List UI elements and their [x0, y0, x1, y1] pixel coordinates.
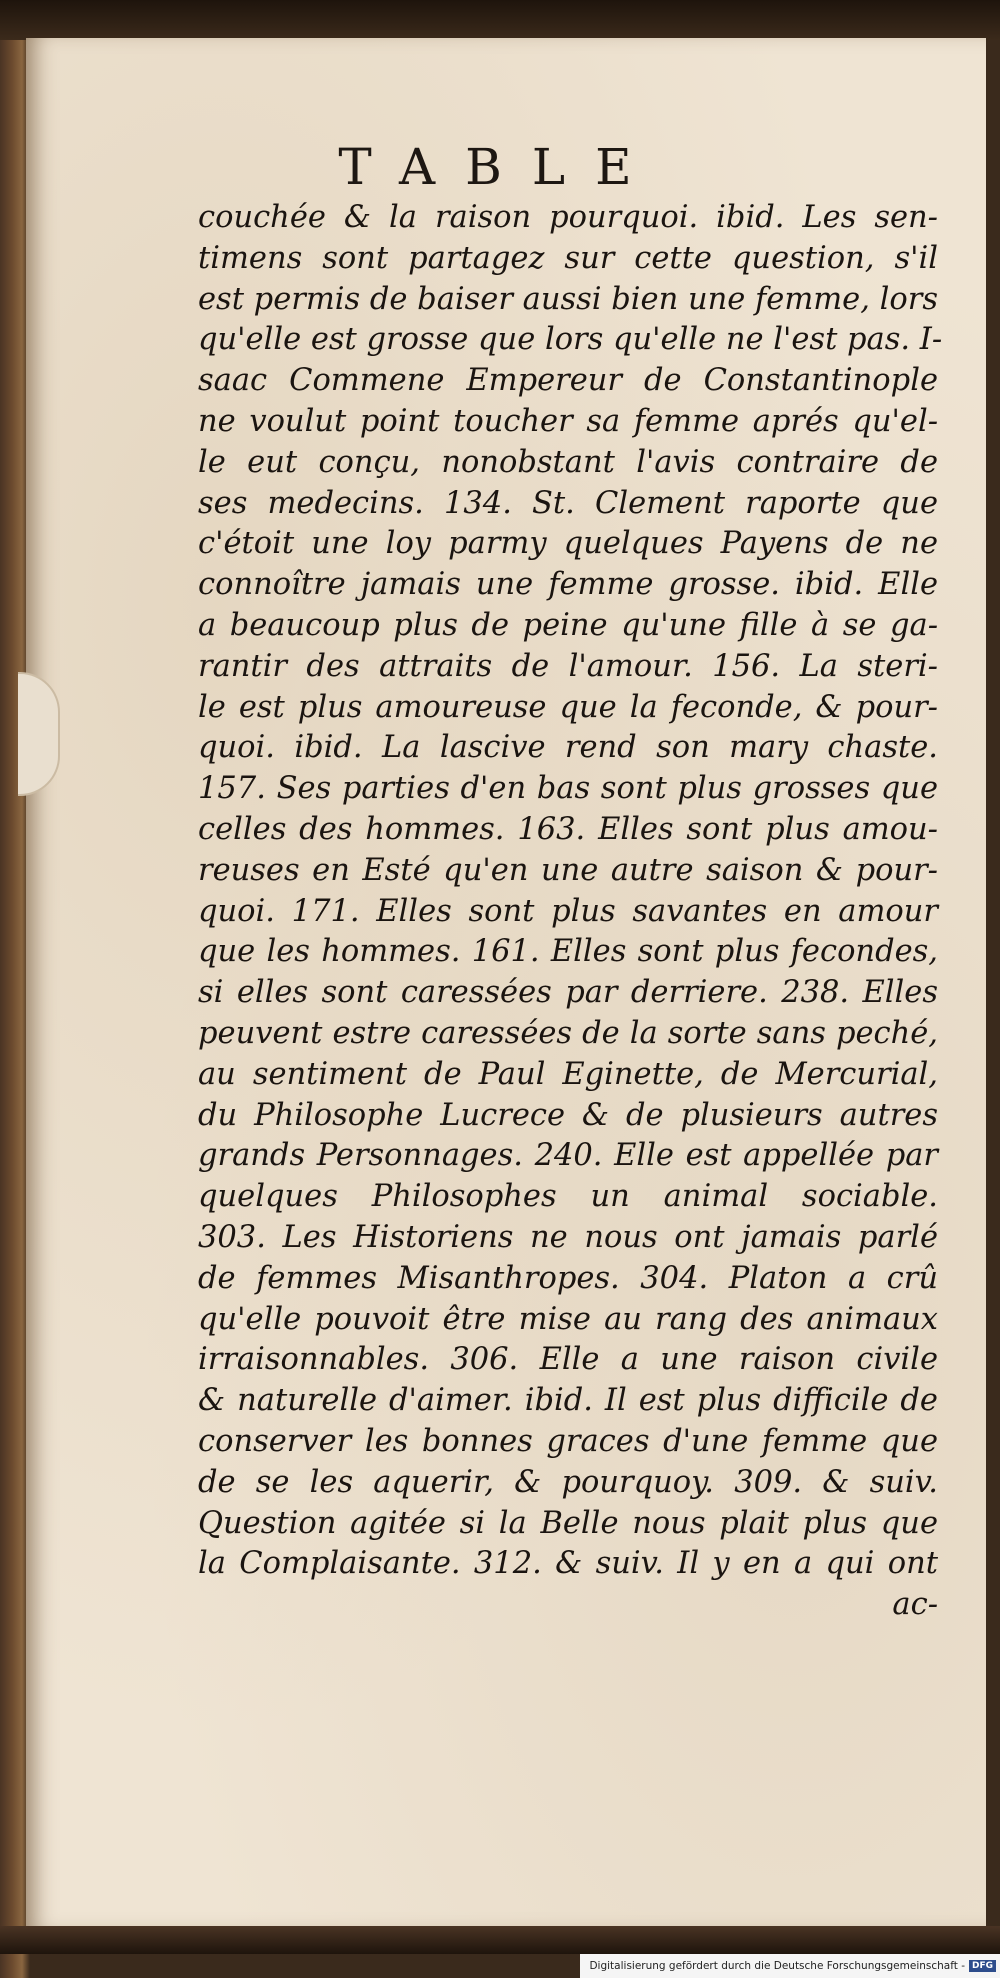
text-line: du Philosophe Lucrece & de plusieurs autres — [198, 1097, 938, 1133]
text-line: & naturelle d'aimer. ibid. Il est plus difficile de — [198, 1383, 938, 1419]
text-line: qu'elle pouvoit être mise au rang des animaux — [198, 1301, 938, 1337]
page-header: TABLE — [338, 138, 662, 196]
text-line: quelques Philosophes un animal sociable. — [198, 1179, 938, 1215]
text-line: la Complaisante. 312. & suiv. Il y en a qui ont — [198, 1546, 938, 1582]
text-line: ne voulut point toucher sa femme aprés qu'el- — [198, 403, 938, 439]
text-line: qu'elle est grosse que lors qu'elle ne l'est pas. I- — [198, 322, 943, 358]
text-line: saac Commene Empereur de Constantinople — [198, 363, 938, 399]
text-line: connoître jamais une femme grosse. ibid. Elle — [198, 567, 938, 603]
catchword: ac- — [892, 1587, 938, 1623]
text-line: irraisonnables. 306. Elle a une raison civile — [198, 1342, 938, 1378]
text-line: celles des hommes. 163. Elles sont plus amou- — [198, 811, 938, 847]
text-line: rantir des attraits de l'amour. 156. La steri- — [198, 648, 938, 684]
text-line: conserver les bonnes graces d'une femme que — [198, 1423, 938, 1459]
text-line: couchée & la raison pourquoi. ibid. Les sen- — [198, 200, 938, 235]
text-line: reuses en Esté qu'en une autre saison & pour- — [198, 852, 938, 888]
text-line: peuvent estre caressées de la sorte sans peché, — [198, 1015, 938, 1051]
text-line: timens sont partagez sur cette question, s'il — [198, 240, 938, 276]
text-line: quoi. ibid. La lascive rend son mary chaste. — [198, 730, 938, 766]
footer-credit: Digitalisierung gefördert durch die Deutsche Forschungsgemeinschaft - — [589, 1960, 965, 1972]
text-line: que les hommes. 161. Elles sont plus fecondes, — [198, 934, 938, 970]
text-line: le est plus amoureuse que la feconde, & pour- — [198, 689, 938, 725]
text-line: quoi. 171. Elles sont plus savantes en amour — [198, 893, 938, 929]
text-line: 303. Les Historiens ne nous ont jamais parlé — [198, 1219, 938, 1255]
text-line: est permis de baiser aussi bien une femme, lors — [198, 281, 938, 317]
text-line: si elles sont caressées par derriere. 238. Elles — [198, 975, 938, 1011]
text-line: de se les aquerir, & pourquoy. 309. & suiv. — [198, 1464, 938, 1500]
text-line: 157. Ses parties d'en bas sont plus grosses que — [198, 771, 938, 807]
book-bottom-edge — [0, 1926, 1000, 1954]
text-line: au sentiment de Paul Eginette, de Mercurial, — [198, 1056, 938, 1092]
book-top-edge — [0, 0, 1000, 40]
digitization-footer — [580, 1954, 1000, 1978]
text-line: a beaucoup plus de peine qu'une fille à se ga- — [198, 607, 938, 643]
dfg-logo: DFG — [969, 1960, 996, 1972]
text-line: le eut conçu, nonobstant l'avis contraire de — [198, 444, 938, 480]
text-line: c'étoit une loy parmy quelques Payens de ne — [198, 526, 938, 562]
page-clip — [18, 672, 60, 796]
text-line: ses medecins. 134. St. Clement raporte que — [198, 485, 938, 521]
index-text — [198, 198, 943, 1626]
text-line: de femmes Misanthropes. 304. Platon a crû — [198, 1260, 938, 1296]
text-line: Question agitée si la Belle nous plait plus que — [198, 1505, 938, 1541]
text-line: grands Personnages. 240. Elle est appellée par — [198, 1138, 938, 1174]
